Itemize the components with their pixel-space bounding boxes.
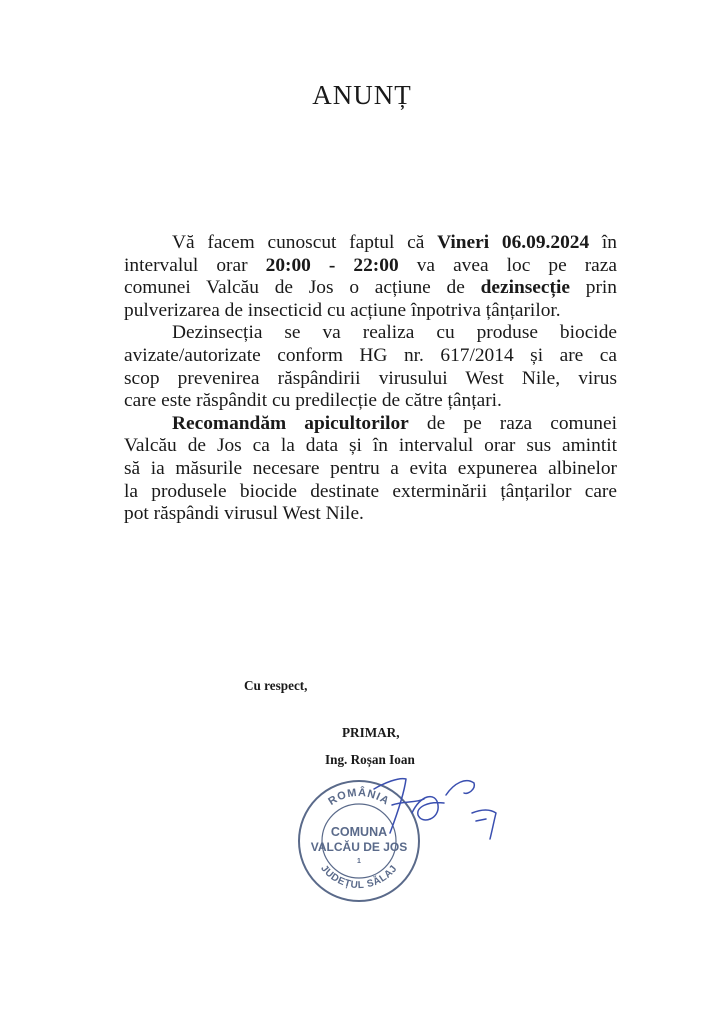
paragraph-2-line-4: care este răspândit cu predilecție de către țânțari. [124, 390, 502, 412]
closing-salutation: Cu respect, [244, 678, 308, 693]
stamp-number: 1 [357, 858, 361, 865]
paragraph-1-line-4: pulverizarea de insecticid cu acțiune înpotriva țânțarilor. [124, 299, 561, 321]
document-title: ANUNȚ [312, 80, 412, 110]
event-time-interval: 20:00 - 22:00 [265, 254, 399, 276]
paragraph-1-line-3: comunei Valcău de Jos o acțiune de dezinsecție prin [124, 277, 617, 299]
svg-text:JUDEȚUL SĂLAJ [318, 863, 399, 891]
paragraph-3-line-2: Valcău de Jos ca la data și în intervalul orar sus amintit [124, 435, 617, 457]
signatory-role: PRIMAR, [342, 725, 400, 740]
paragraph-2-line-1: Dezinsecția se va realiza cu produse biocide [172, 322, 617, 344]
paragraph-3-line-4: la produsele biocide destinate exterminării țânțarilor care [124, 480, 617, 502]
paragraph-1-line-1: Vă facem cunoscut faptul că Vineri 06.09.2024 în [172, 232, 617, 253]
paragraph-1-line-2: intervalul orar 20:00 - 22:00 va avea loc pe raza [124, 254, 618, 276]
paragraph-2 [124, 322, 617, 412]
stamp-bottom-text: JUDEȚUL SĂLAJ [318, 863, 400, 892]
paragraph-3-line-3: să ia măsurile necesare pentru a evita expunerea albinelor [124, 457, 617, 479]
stamp-center-line-2: VALCĂU DE JOS [310, 840, 408, 854]
stamp-top-text: ROMÂNIA [326, 786, 392, 808]
stamp-center-line-1: COMUNA [330, 825, 388, 839]
paragraph-3-line-1: Recomandăm apicultorilor de pe raza comunei [172, 412, 617, 434]
action-keyword: dezinsecție [480, 277, 570, 299]
announcement-body [124, 232, 617, 526]
handwritten-signature [364, 765, 512, 865]
event-date: Vineri 06.09.2024 [437, 232, 590, 253]
paragraph-2-line-3: scop prevenirea răspândirii virusului West Nile, virus [124, 367, 617, 389]
paragraph-1 [124, 232, 617, 322]
paragraph-3 [124, 413, 617, 526]
beekeepers-recommendation: Recomandăm apicultorilor [172, 412, 409, 434]
signatory-name: Ing. Roșan Ioan [325, 752, 415, 767]
paragraph-3-line-5: pot răspândi virusul West Nile. [124, 503, 364, 525]
paragraph-2-line-2: avizate/autorizate conform HG nr. 617/2014 și are ca [124, 344, 617, 366]
